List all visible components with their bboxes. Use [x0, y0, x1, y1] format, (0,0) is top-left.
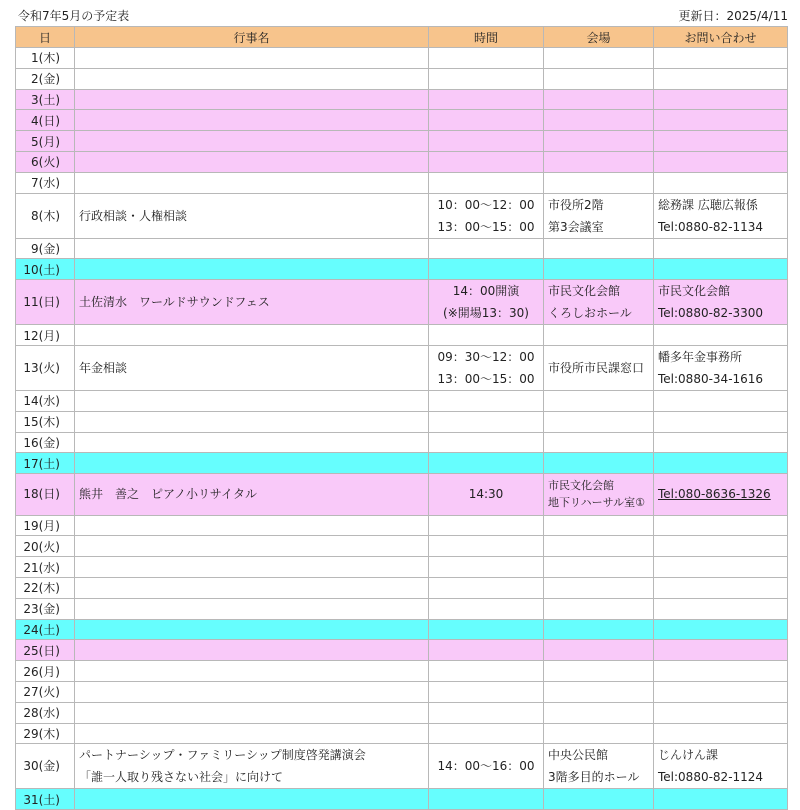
- page-header: [0, 0, 800, 26]
- contact-cell: [654, 280, 788, 325]
- table-row: [16, 619, 788, 640]
- time-cell: [429, 259, 544, 280]
- venue-cell: [544, 536, 654, 557]
- table-row: [16, 661, 788, 682]
- contact-line: 市民文化会館: [658, 284, 731, 299]
- venue-line: 3階多目的ホール: [548, 770, 640, 785]
- time-cell: [429, 390, 544, 411]
- venue-cell: [544, 474, 654, 515]
- day-cell: 19(月): [16, 515, 75, 536]
- contact-cell: [654, 536, 788, 557]
- contact-line: Tel:0880-82-1134: [658, 219, 764, 234]
- contact-cell: [654, 259, 788, 280]
- venue-cell: [544, 432, 654, 453]
- event-cell: [75, 131, 429, 152]
- event-cell: [75, 681, 429, 702]
- day-cell: 11(日): [16, 280, 75, 325]
- venue-cell: [544, 681, 654, 702]
- contact-cell: [654, 151, 788, 172]
- day-cell: 18(日): [16, 474, 75, 515]
- event-cell: [75, 172, 429, 193]
- time-line: 14：00～16：00: [437, 759, 535, 774]
- time-cell: [429, 515, 544, 536]
- table-row: [16, 598, 788, 619]
- time-cell: [429, 702, 544, 723]
- venue-cell: [544, 411, 654, 432]
- table-row: [16, 345, 788, 390]
- time-cell: [429, 577, 544, 598]
- event-cell: [75, 48, 429, 69]
- time-line: 14：00開演: [452, 284, 520, 299]
- contact-cell: [654, 789, 788, 810]
- time-cell: [429, 598, 544, 619]
- time-line: 13：00～15：00: [437, 219, 535, 234]
- time-cell: [429, 619, 544, 640]
- time-cell: [429, 411, 544, 432]
- venue-line: 地下リハーサル室①: [548, 496, 645, 510]
- event-cell: [75, 723, 429, 744]
- venue-cell: [544, 702, 654, 723]
- venue-line: くろしおホール: [548, 306, 632, 321]
- contact-cell: [654, 48, 788, 69]
- venue-cell: [544, 172, 654, 193]
- table-row: [16, 193, 788, 238]
- venue-cell: [544, 577, 654, 598]
- contact-cell: [654, 577, 788, 598]
- table-row: [16, 723, 788, 744]
- day-cell: 16(金): [16, 432, 75, 453]
- table-row: [16, 172, 788, 193]
- contact-line: Tel:0880-34-1616: [658, 371, 764, 386]
- event-cell: [75, 390, 429, 411]
- event-cell: [75, 345, 429, 390]
- time-cell: [429, 280, 544, 325]
- day-cell: 31(土): [16, 789, 75, 810]
- day-cell: 12(月): [16, 325, 75, 346]
- event-cell: [75, 577, 429, 598]
- time-cell: [429, 661, 544, 682]
- day-cell: 23(金): [16, 598, 75, 619]
- time-line: 09：30～12：00: [437, 349, 535, 364]
- column-header-day: 日: [16, 27, 75, 48]
- day-cell: 13(火): [16, 345, 75, 390]
- venue-cell: [544, 193, 654, 238]
- event-cell: [75, 515, 429, 536]
- event-cell: [75, 702, 429, 723]
- contact-cell: [654, 557, 788, 578]
- contact-line: Tel:0880-82-3300: [658, 306, 764, 321]
- contact-cell: [654, 110, 788, 131]
- venue-cell: [544, 453, 654, 474]
- venue-cell: [544, 789, 654, 810]
- column-header-venue: 会場: [544, 27, 654, 48]
- time-cell: [429, 110, 544, 131]
- table-row: [16, 681, 788, 702]
- contact-cell: [654, 598, 788, 619]
- event-cell: [75, 151, 429, 172]
- updated-date: 更新日：2025/4/11: [678, 9, 788, 23]
- day-cell: 15(木): [16, 411, 75, 432]
- contact-cell: [654, 238, 788, 259]
- contact-cell: [654, 515, 788, 536]
- contact-cell: [654, 474, 788, 515]
- contact-cell: [654, 681, 788, 702]
- contact-cell: [654, 640, 788, 661]
- contact-cell: [654, 89, 788, 110]
- venue-cell: [544, 515, 654, 536]
- venue-cell: [544, 619, 654, 640]
- table-row: [16, 259, 788, 280]
- venue-cell: [544, 744, 654, 789]
- table-row: [16, 110, 788, 131]
- table-row: [16, 577, 788, 598]
- contact-cell: [654, 411, 788, 432]
- event-cell: [75, 557, 429, 578]
- time-line: (※開場13：30): [443, 306, 529, 321]
- venue-cell: [544, 661, 654, 682]
- event-cell: [75, 453, 429, 474]
- contact-cell: [654, 345, 788, 390]
- schedule-title: 令和7年5月の予定表: [18, 9, 130, 23]
- table-row: [16, 744, 788, 789]
- table-row: [16, 238, 788, 259]
- table-row: [16, 640, 788, 661]
- event-cell: [75, 193, 429, 238]
- venue-line: 市民文化会館: [548, 284, 621, 299]
- venue-cell: [544, 640, 654, 661]
- table-row: [16, 325, 788, 346]
- event-cell: [75, 744, 429, 789]
- day-cell: 8(木): [16, 193, 75, 238]
- table-header-row: [16, 27, 788, 48]
- day-cell: 29(木): [16, 723, 75, 744]
- time-line: 13：00～15：00: [437, 371, 535, 386]
- time-line: 14:30: [468, 487, 504, 502]
- venue-line: 中央公民館: [548, 748, 609, 763]
- table-row: [16, 536, 788, 557]
- venue-line: 市役所2階: [548, 197, 604, 212]
- table-row: [16, 557, 788, 578]
- day-cell: 10(土): [16, 259, 75, 280]
- venue-cell: [544, 345, 654, 390]
- contact-cell: [654, 390, 788, 411]
- day-cell: 20(火): [16, 536, 75, 557]
- phone-link[interactable]: Tel:080-8636-1326: [658, 487, 771, 502]
- table-row: [16, 474, 788, 515]
- day-cell: 1(木): [16, 48, 75, 69]
- venue-cell: [544, 259, 654, 280]
- event-line: パートナーシップ・ファミリーシップ制度啓発講演会: [79, 748, 366, 763]
- contact-cell: [654, 68, 788, 89]
- table-row: [16, 411, 788, 432]
- time-cell: [429, 789, 544, 810]
- event-cell: [75, 661, 429, 682]
- time-cell: [429, 557, 544, 578]
- time-cell: [429, 474, 544, 515]
- event-cell: [75, 411, 429, 432]
- venue-line: 市民文化会館: [548, 479, 614, 493]
- time-cell: [429, 151, 544, 172]
- event-cell: [75, 789, 429, 810]
- venue-cell: [544, 151, 654, 172]
- venue-cell: [544, 598, 654, 619]
- contact-cell: [654, 453, 788, 474]
- table-row: [16, 390, 788, 411]
- time-cell: [429, 193, 544, 238]
- table-body: [16, 48, 788, 810]
- event-line: 年金相談: [79, 360, 128, 375]
- contact-cell: [654, 432, 788, 453]
- schedule-table: [15, 26, 788, 810]
- contact-cell: [654, 193, 788, 238]
- contact-cell: [654, 661, 788, 682]
- time-cell: [429, 432, 544, 453]
- day-cell: 7(水): [16, 172, 75, 193]
- contact-cell: [654, 172, 788, 193]
- event-cell: [75, 536, 429, 557]
- day-cell: 2(金): [16, 68, 75, 89]
- event-cell: [75, 110, 429, 131]
- time-cell: [429, 325, 544, 346]
- table-row: [16, 515, 788, 536]
- event-cell: [75, 89, 429, 110]
- contact-cell: [654, 723, 788, 744]
- contact-cell: [654, 131, 788, 152]
- event-cell: [75, 432, 429, 453]
- event-cell: [75, 238, 429, 259]
- table-row: [16, 789, 788, 810]
- time-cell: [429, 536, 544, 557]
- event-cell: [75, 280, 429, 325]
- day-cell: 24(土): [16, 619, 75, 640]
- event-cell: [75, 325, 429, 346]
- time-cell: [429, 681, 544, 702]
- venue-cell: [544, 238, 654, 259]
- venue-cell: [544, 48, 654, 69]
- venue-cell: [544, 325, 654, 346]
- venue-cell: [544, 131, 654, 152]
- day-cell: 30(金): [16, 744, 75, 789]
- table-row: [16, 89, 788, 110]
- day-cell: 27(火): [16, 681, 75, 702]
- day-cell: 14(水): [16, 390, 75, 411]
- event-line: 「誰一人取り残さない社会」に向けて: [79, 770, 284, 785]
- event-line: 熊井 善之 ピアノ小リサイタル: [79, 487, 257, 502]
- event-cell: [75, 619, 429, 640]
- event-cell: [75, 598, 429, 619]
- time-cell: [429, 640, 544, 661]
- column-header-event: 行事名: [75, 27, 429, 48]
- time-cell: [429, 744, 544, 789]
- time-cell: [429, 723, 544, 744]
- day-cell: 4(日): [16, 110, 75, 131]
- venue-cell: [544, 280, 654, 325]
- venue-cell: [544, 110, 654, 131]
- table-row: [16, 131, 788, 152]
- contact-line: Tel:0880-82-1124: [658, 770, 764, 785]
- table-row: [16, 280, 788, 325]
- contact-cell: [654, 619, 788, 640]
- time-cell: [429, 68, 544, 89]
- day-cell: 28(水): [16, 702, 75, 723]
- contact-cell: [654, 702, 788, 723]
- contact-line: じんけん課: [658, 748, 719, 763]
- venue-line: 市役所市民課窓口: [548, 360, 645, 375]
- contact-cell: [654, 744, 788, 789]
- column-header-time: 時間: [429, 27, 544, 48]
- day-cell: 22(木): [16, 577, 75, 598]
- time-cell: [429, 238, 544, 259]
- time-cell: [429, 131, 544, 152]
- day-cell: 17(土): [16, 453, 75, 474]
- table-row: [16, 68, 788, 89]
- event-line: 土佐清水 ワールドサウンドフェス: [79, 295, 270, 310]
- contact-line: 幡多年金事務所: [658, 349, 743, 364]
- venue-cell: [544, 89, 654, 110]
- day-cell: 21(水): [16, 557, 75, 578]
- day-cell: 3(土): [16, 89, 75, 110]
- event-cell: [75, 68, 429, 89]
- day-cell: 26(月): [16, 661, 75, 682]
- day-cell: 6(火): [16, 151, 75, 172]
- event-cell: [75, 259, 429, 280]
- venue-cell: [544, 723, 654, 744]
- venue-line: 第3会議室: [548, 219, 604, 234]
- time-cell: [429, 89, 544, 110]
- time-cell: [429, 453, 544, 474]
- event-cell: [75, 474, 429, 515]
- venue-cell: [544, 557, 654, 578]
- event-cell: [75, 640, 429, 661]
- time-cell: [429, 345, 544, 390]
- time-cell: [429, 172, 544, 193]
- day-cell: 9(金): [16, 238, 75, 259]
- table-row: [16, 702, 788, 723]
- day-cell: 5(月): [16, 131, 75, 152]
- time-line: 10：00～12：00: [437, 197, 535, 212]
- time-cell: [429, 48, 544, 69]
- table-row: [16, 453, 788, 474]
- table-row: [16, 48, 788, 69]
- venue-cell: [544, 68, 654, 89]
- contact-line: 総務課 広聴広報係: [658, 197, 758, 212]
- column-header-contact: お問い合わせ: [654, 27, 788, 48]
- contact-cell: [654, 325, 788, 346]
- venue-cell: [544, 390, 654, 411]
- table-row: [16, 151, 788, 172]
- table-row: [16, 432, 788, 453]
- day-cell: 25(日): [16, 640, 75, 661]
- event-line: 行政相談・人権相談: [79, 208, 188, 223]
